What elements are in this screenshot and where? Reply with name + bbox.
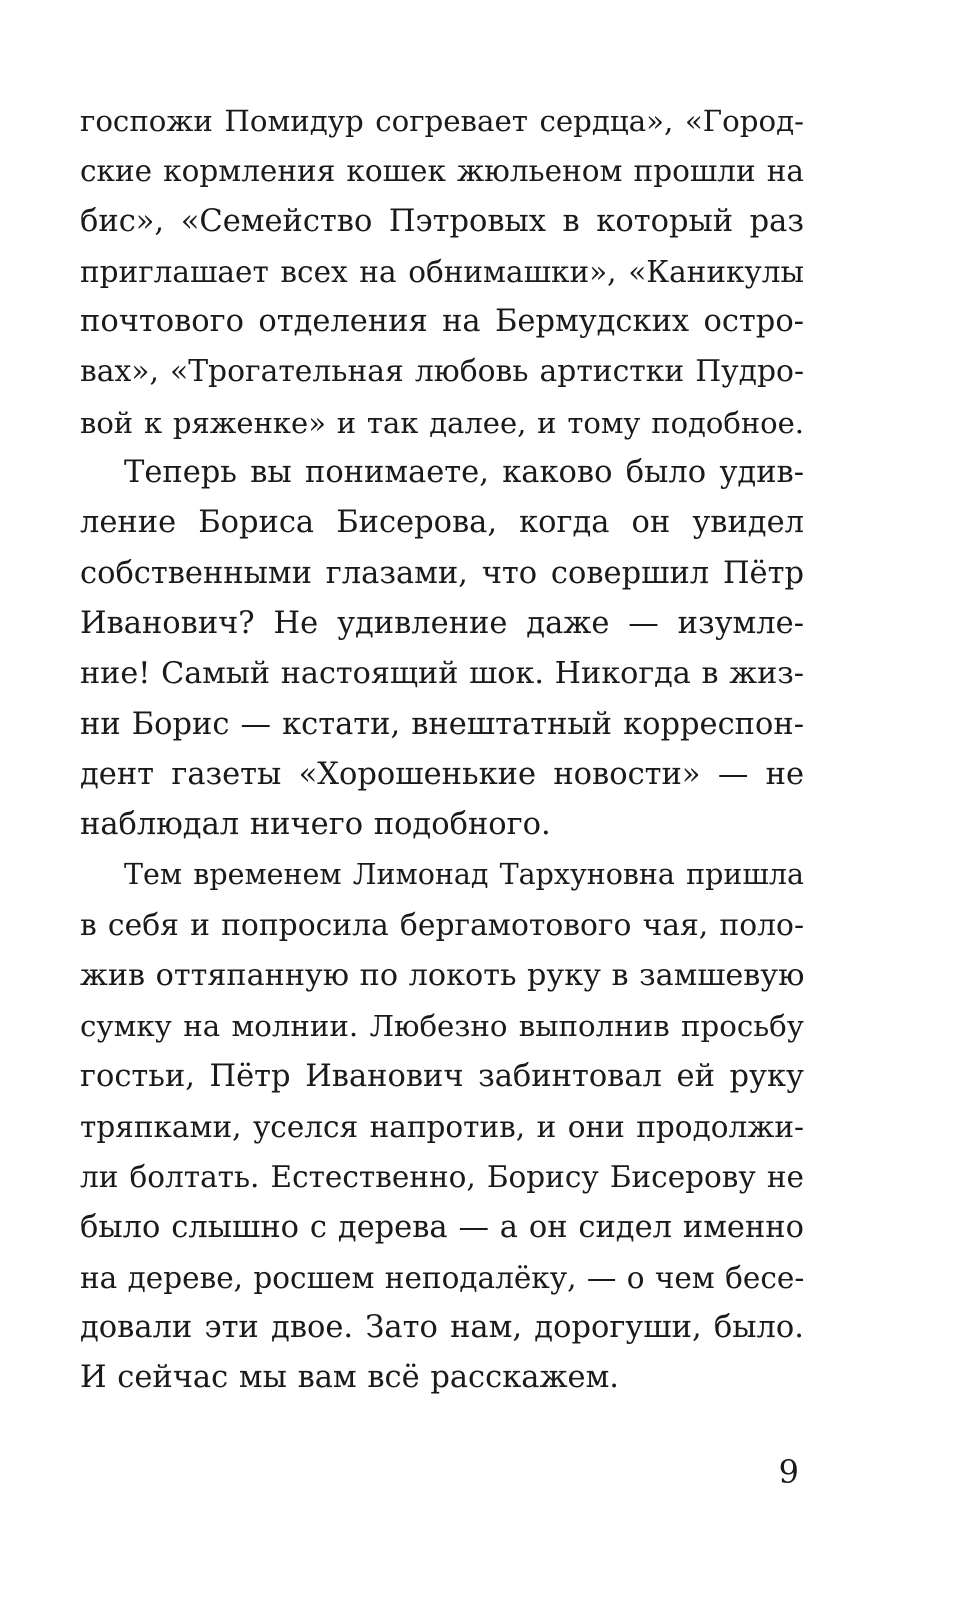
text-line: жив оттяпанную по локоть руку в замшевую [80, 958, 805, 994]
text-line: тряпками, уселся напротив, и они продолжи- [80, 1109, 804, 1144]
text-line: почтового отделения на Бермудских остро- [80, 304, 804, 340]
paragraph-3 [80, 850, 804, 1403]
text-line: наблюдал ничего подобного. [80, 807, 551, 843]
text-line: бис», «Семейство Пэтровых в который раз [80, 203, 804, 239]
text-line: ли болтать. Естественно, Борису Бисерову не [80, 1160, 804, 1195]
text-line: вах», «Трогательная любовь артистки Пудро- [80, 354, 804, 390]
text-line: Теперь вы понимаете, каково было удив- [124, 455, 804, 491]
text-line: вой к ряженке» и так далее, и тому подобное. [80, 405, 804, 440]
paragraph-1 [80, 96, 804, 448]
text-line: дент газеты «Хорошенькие новости» — не [80, 756, 804, 792]
text-line: госпожи Помидур согревает сердца», «Город- [80, 104, 804, 138]
text-line: довали эти двое. Зато нам, дорогуши, было. [80, 1310, 804, 1346]
text-line: сумку на молнии. Любезно выполнив просьбу [80, 1009, 804, 1044]
paragraph-2 [80, 448, 804, 850]
text-line: ни Борис — кстати, внештатный корреспон- [80, 706, 804, 742]
page-number: 9 [778, 1453, 799, 1491]
text-line: гостьи, Пётр Иванович забинтовал ей руку [80, 1058, 804, 1094]
text-line: на дереве, росшем неподалёку, — о чем бесе- [80, 1260, 805, 1295]
body-text [80, 96, 804, 1404]
text-line: приглашает всех на обнимашки», «Каникулы [80, 254, 804, 289]
text-line: в себя и попросила бергамотового чая, поло- [80, 907, 804, 943]
text-line: ские кормления кошек жюльеном прошли на [80, 154, 804, 189]
text-line: ние! Самый настоящий шок. Никогда в жиз- [80, 656, 804, 692]
text-line: И сейчас мы вам всё расскажем. [80, 1360, 619, 1396]
text-line: Иванович? Не удивление даже — изумле- [80, 605, 804, 641]
text-line: собственными глазами, что совершил Пётр [80, 555, 804, 591]
text-line: было слышно с дерева — а он сидел именно [80, 1209, 804, 1245]
text-line: ление Бориса Бисерова, когда он увидел [80, 505, 804, 541]
text-line: Тем временем Лимонад Тархуновна пришла [124, 858, 804, 892]
